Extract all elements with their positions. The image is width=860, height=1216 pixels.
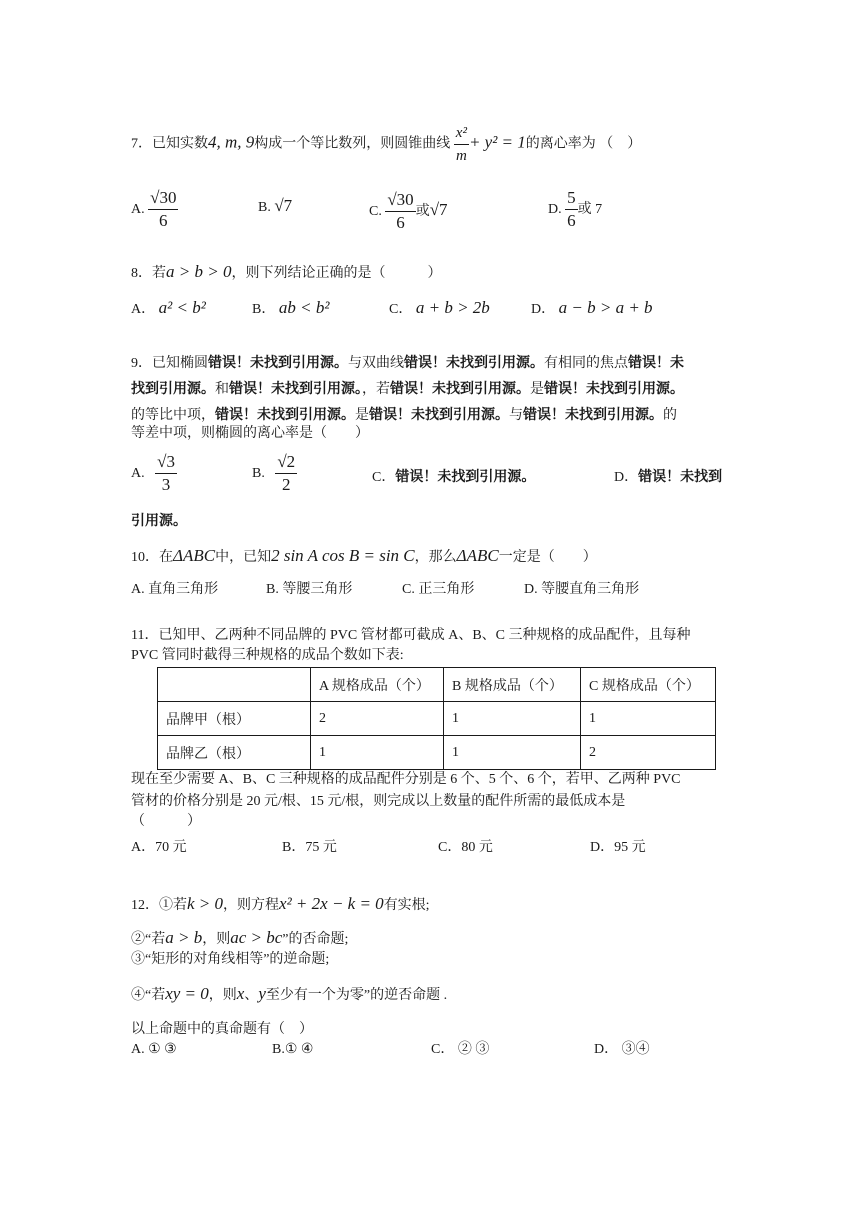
q12-a: A. ① ③ [131,1042,177,1057]
q11-text: 管材的价格分别是 20 元/根、15 元/根，则完成以上数量的配件所需的最低成本是 [131,794,626,809]
q12-math: a > b [165,928,203,947]
q11-after-2 [131,792,625,812]
q9-error-ref: 错误！未找到引用源。 [215,408,355,423]
table-cell: 1 [444,702,581,736]
q7-a-label: A. [131,202,145,217]
q11-text: PVC 管同时截得三种规格的成品个数如下表: [131,648,404,663]
q12-d: D． ③④ [594,1042,650,1057]
q7-c-value: √7 [429,200,448,219]
q11-line-2 [131,646,404,666]
q11-after-1 [131,770,681,790]
q12-line-2 [131,928,348,950]
q8-condition: a > b > 0 [166,262,232,281]
q10-b: B. 等腰三角形 [266,582,353,597]
q11-line-1 [131,626,691,646]
q7-d-num: 5 [565,187,578,210]
q12-text: 有实根; [383,898,430,913]
q12-option-b [272,1040,313,1060]
q11-text: 11．已知甲、乙两种不同品牌的 PVC 管材都可截成 A、B、C 三种规格的成品配件，且每种 [131,628,691,643]
q9-text: 与双曲线 [348,356,404,371]
q7-option-a [131,186,178,234]
table-cell: 1 [444,736,581,770]
q11-b: B．75 元 [282,840,337,855]
table-cell: 1 [581,702,716,736]
q8-b-label: B． [252,302,276,317]
q12-summary [131,1020,313,1040]
q8-a-value: a² < b² [158,298,206,317]
q9-error-ref: 错误！未找到引用源。 [208,356,348,371]
q8-c-label: C． [389,302,413,317]
q7-stem-pre: 7．已知实数 [131,136,208,152]
q8-stem-pre: 8．若 [131,266,166,281]
q9-option-d-cont [131,512,187,532]
q9-error-ref: 错误！未找到引用源。 [544,382,684,397]
q8-b-value: ab < b² [278,298,330,317]
q8-a-label: A． [131,302,156,317]
q8-option-b [252,298,329,320]
q10-option-a [131,580,218,600]
q12-text: ”的否命题; [282,932,349,947]
q12-text: ③“矩形的对角线相等”的逆命题; [131,952,330,967]
q7-c-or: 或 [415,204,430,219]
q9-line-2 [131,380,684,400]
q7-curve-fraction [454,122,469,167]
q12-math: x² + 2x − k = 0 [279,894,384,913]
q10-c: C. 正三角形 [402,582,475,597]
q8-option-d [531,298,653,320]
q9-error-ref: 错误！未找到引用源。 [390,382,530,397]
q8-option-a [131,298,206,320]
q7-d-fraction [565,187,578,232]
q7-option-c [369,186,448,236]
q9-text: 是 [355,408,369,423]
q12-math: xy = 0 [165,984,209,1003]
q11-option-c [438,838,493,858]
q11-d: D．95 元 [590,840,646,855]
q12-text: 、 [244,988,259,1003]
q8-option-c [389,298,490,320]
q10-stem [131,546,597,568]
q9-d-label: D． [614,470,639,485]
q9-error-ref: 错误！未找到引用源。 [369,408,509,423]
q9-text: 有相同的焦点 [544,356,628,371]
q9-d-error-ref-cont: 引用源。 [131,514,187,529]
q8-stem [131,262,441,284]
q12-math: k > 0 [187,894,224,913]
q12-math: y [258,984,266,1003]
q11-text: （ ） [131,814,201,829]
q9-error-ref: 错误！未找到引用源。 [404,356,544,371]
q7-a-fraction [148,187,178,232]
q9-text: ，若 [362,382,390,397]
q7-c-den: 6 [396,213,405,233]
q7-d-or: 或 7 [577,202,603,217]
table-cell: 1 [311,736,444,770]
q8-c-value: a + b > 2b [415,298,490,317]
q8-d-value: a − b > a + b [558,298,653,317]
table-cell: 品牌乙（根） [158,736,311,770]
q7-sequence: 4, m, 9 [208,132,255,152]
q9-a-den: 3 [161,475,171,495]
q9-a-num: √3 [155,451,177,474]
q11-a: A．70 元 [131,840,187,855]
q11-c: C．80 元 [438,840,493,855]
q9-option-a [131,450,177,498]
q10-equation: 2 sin A cos B = sin C [271,546,415,565]
q9-c-label: C． [372,470,396,485]
q9-text: 与 [509,408,523,423]
q7-d-label: D. [548,202,562,217]
q9-a-label: A. [131,466,145,481]
q9-a-fraction [155,451,177,496]
q10-triangle: ΔABC [173,546,216,565]
q10-text: 一定是（ ） [498,550,597,565]
table-row [158,702,716,736]
q10-d: D. 等腰直角三角形 [524,582,640,597]
q7-stem [131,122,641,167]
q7-c-fraction [385,189,415,234]
q12-math: x [236,984,245,1003]
q11-option-a [131,838,187,858]
table-header-row [158,668,716,702]
q12-line-3 [131,950,329,970]
q12-text: ②“若 [131,932,166,947]
q9-line-4 [131,424,369,444]
q9-d-error-ref: 错误！未找到 [638,470,723,485]
q9-c-error-ref: 错误！未找到引用源。 [395,470,536,485]
q7-frac-den: m [455,148,467,164]
q12-b: B.① ④ [272,1042,314,1057]
q9-b-num: √2 [275,451,297,474]
q11-table [157,667,716,770]
table-cell: 品牌甲（根） [158,702,311,736]
q12-option-a [131,1040,177,1060]
table-cell: 2 [581,736,716,770]
q7-a-num: √30 [148,187,178,210]
q9-option-b [252,450,297,498]
q7-frac-num: x² [454,122,469,145]
q9-b-fraction [275,451,297,496]
q10-a: A. 直角三角形 [131,582,219,597]
q12-text: ④“若 [131,988,166,1003]
q9-error-ref: 找到引用源。 [131,382,215,397]
q9-option-d [614,468,722,488]
q7-b-label: B. [258,200,271,215]
table-cell: 2 [311,702,444,736]
q7-c-label: C. [369,204,382,219]
q9-line-3 [131,406,677,426]
q11-text: 现在至少需要 A、B、C 三种规格的成品配件分别是 6 个、5 个、6 个，若甲、乙两种 PVC [131,772,681,787]
q12-text: ，则方程 [223,898,280,913]
q9-error-ref: 错误！未 [628,356,684,371]
q10-text: 10．在 [131,550,173,565]
table-header-cell: C 规格成品（个） [581,668,716,702]
q10-text: 中，已知 [215,550,272,565]
q9-text: 的 [663,408,677,423]
q9-error-ref: 错误！未找到引用源。 [523,408,663,423]
q11-option-d [590,838,646,858]
q7-stem-post: 的离心率为 （ ） [525,136,642,152]
q9-line-1 [131,354,684,374]
q7-b-value: √7 [274,196,293,215]
q9-b-label: B. [252,466,265,481]
q9-text: 9．已知椭圆 [131,356,208,371]
q10-text: ，那么 [414,550,457,565]
q7-stem-mid: 构成一个等比数列，则圆锥曲线 [254,136,451,152]
q12-line-1 [131,894,430,916]
table-header-cell [158,668,311,702]
q9-option-c [372,468,535,488]
q12-option-c [431,1040,489,1060]
q12-text: 12．①若 [131,898,187,913]
q9-text: 和 [215,382,229,397]
q11-option-b [282,838,337,858]
q7-a-den: 6 [159,211,168,231]
q11-after-3 [131,812,201,832]
q10-option-b [266,580,352,600]
q7-c-num: √30 [385,189,415,212]
q12-c: C． ② ③ [431,1042,490,1057]
table-header-cell: A 规格成品（个） [311,668,444,702]
table-row [158,736,716,770]
q7-eq-tail: + y² = 1 [468,132,526,152]
q12-text: 至少有一个为零”的逆否命题 . [265,988,448,1003]
q7-option-b [258,196,292,218]
q9-text: 等差中项，则椭圆的离心率是（ ） [131,426,369,441]
q12-text: ，则 [202,932,231,947]
q9-text: 的等比中项， [131,408,215,423]
q9-b-den: 2 [282,475,291,495]
table-header-cell: B 规格成品（个） [444,668,581,702]
q12-math: ac > bc [230,928,283,947]
q12-text: 以上命题中的真命题有（ ） [131,1022,313,1037]
q12-line-4 [131,984,447,1006]
q10-option-c [402,580,474,600]
q12-text: ，则 [208,988,237,1003]
q10-option-d [524,580,639,600]
q9-error-ref: 错误！未找到引用源。 [229,382,362,397]
q12-option-d [594,1040,650,1060]
q8-d-label: D． [531,302,556,317]
q10-triangle: ΔABC [456,546,499,565]
q7-d-den: 6 [567,211,576,231]
q8-stem-post: ，则下列结论正确的是（ ） [231,266,442,281]
q9-text: 是 [530,382,544,397]
q7-option-d [548,186,602,234]
